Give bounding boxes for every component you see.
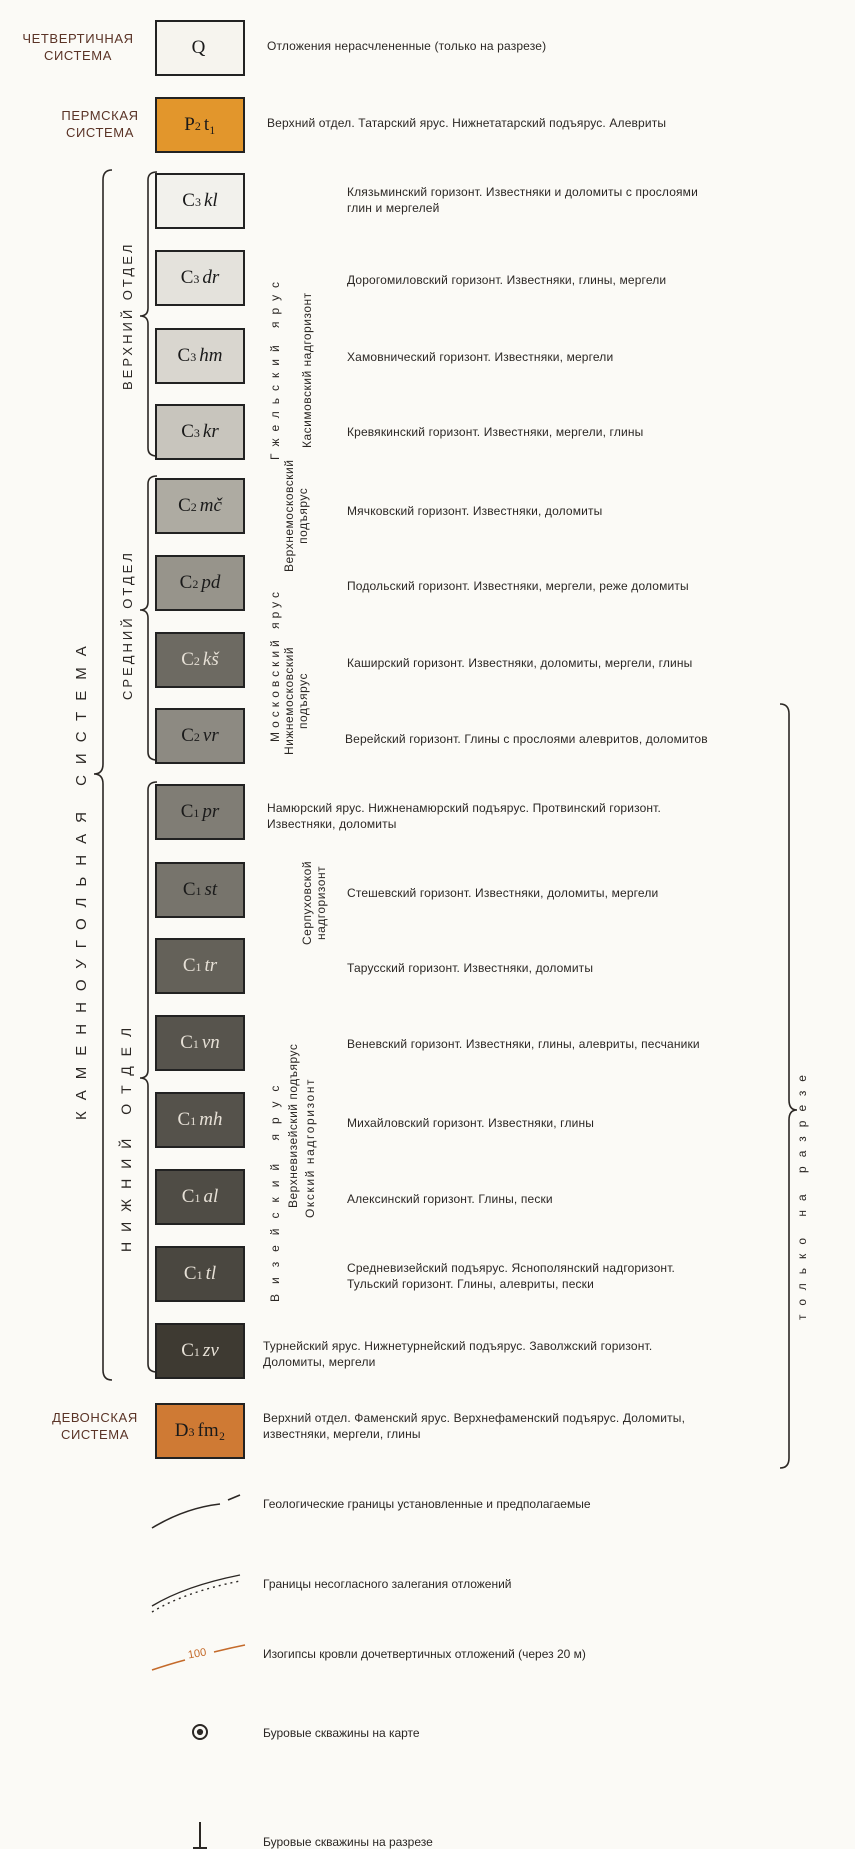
unit-description-line: Тарусский горизонт. Известняки, доломиты xyxy=(347,961,594,975)
unit-symbol-letter: C xyxy=(181,1186,195,1207)
unit-symbol-letter: C xyxy=(183,1263,197,1284)
unit-symbol-letter: C xyxy=(182,190,195,211)
unit-symbol-index: mč xyxy=(199,495,222,516)
unit-symbol-index: mh xyxy=(199,1109,223,1130)
unit-symbol-letter: D xyxy=(174,1420,189,1441)
boundary-line-icon xyxy=(152,1495,240,1528)
unit-symbol-letter: C xyxy=(180,1032,193,1053)
section-only-label: только на разрезе xyxy=(795,1066,809,1320)
stage-label-moscow: Московский ярус xyxy=(268,588,282,742)
unit-symbol-index: al xyxy=(203,1186,219,1207)
legend-text-borehole-section: Буровые скважины на разрезе xyxy=(263,1835,433,1849)
stage-label-gzhel: Гжельский ярус xyxy=(268,275,282,460)
unit-description-line: Турнейский ярус. Нижнетурнейский подъярус. Заволжский горизонт. xyxy=(263,1339,653,1353)
unit-symbol-letter: C xyxy=(181,725,194,746)
unit-description-line: Известняки, доломиты xyxy=(267,817,397,831)
unit-description-line: Намюрский ярус. Нижненамюрский подъярус. Протвинский горизонт. xyxy=(267,801,661,815)
stage-label-upper-visean: Верхневизейский подъярус xyxy=(286,1043,300,1208)
unit-symbol-letter: C xyxy=(182,879,196,900)
unit-symbol-series: 3 xyxy=(188,1425,195,1439)
system-label-permian: ПЕРМСКАЯ СИСТЕМА xyxy=(61,108,139,140)
unit-symbol-letter: C xyxy=(180,267,194,288)
system-label-quaternary: ЧЕТВЕРТИЧНАЯ СИСТЕМА xyxy=(22,31,134,63)
stage-label-visean: Визейский ярус xyxy=(268,1075,282,1302)
unit-symbol-index: kš xyxy=(202,649,219,670)
legend-text-isohypse: Изогипсы кровли дочетвертичных отложений (через 20 м) xyxy=(263,1647,586,1661)
unit-symbol-index: kl xyxy=(203,190,218,211)
borehole-section-icon xyxy=(193,1822,207,1848)
unit-symbol-index: tr xyxy=(204,955,218,976)
division-label-middle: СРЕДНИЙ ОТДЕЛ xyxy=(120,550,135,700)
unit-symbol-letter: C xyxy=(177,1109,191,1130)
legend-text-borehole-map: Буровые скважины на карте xyxy=(263,1726,420,1740)
stage-label-oka: Окский надгоризонт xyxy=(303,1077,317,1218)
unit-description-line: Верхний отдел. Фаменский ярус. Верхнефаменский подъярус. Доломиты, xyxy=(263,1411,686,1425)
system-label-devonian: ДЕВОНСКАЯ СИСТЕМА xyxy=(52,1410,138,1442)
unit-symbol-series: 2 xyxy=(193,654,200,668)
isohypse-label: 100 xyxy=(187,1646,208,1662)
unit-description-line: Верхний отдел. Татарский ярус. Нижнетатарский подъярус. Алевриты xyxy=(267,116,667,130)
unit-symbol-letter: C xyxy=(181,649,194,670)
stage-label-kasimov: Касимовский надгоризонт xyxy=(300,292,314,448)
unit-description-line: Доломиты, мергели xyxy=(263,1355,376,1369)
unit-symbol-letter: C xyxy=(179,572,193,593)
unit-symbol-series: 1 xyxy=(193,806,200,820)
unit-symbol-letter: C xyxy=(182,955,196,976)
unit-symbol-series: 3 xyxy=(190,350,197,364)
legend-text-boundaries: Геологические границы установленные и предполагаемые xyxy=(263,1497,591,1511)
unit-symbol-series: 2 xyxy=(194,119,201,133)
unit-description-line: Стешевский горизонт. Известняки, доломиты, мергели xyxy=(347,886,659,900)
unit-symbol-series: 1 xyxy=(192,1037,199,1051)
unit-description-line: Каширский горизонт. Известняки, доломиты, мергели, глины xyxy=(347,656,693,670)
unit-symbol-letter: C xyxy=(178,495,191,516)
unit-description-line: Отложения нерасчлененные (только на разрезе) xyxy=(267,39,547,53)
unit-description-line: Верейский горизонт. Глины с прослоями алевритов, доломитов xyxy=(345,732,708,746)
unit-symbol-series: 1 xyxy=(194,1191,201,1205)
unit-symbol-index: kr xyxy=(202,421,219,442)
unit-symbol-series: 1 xyxy=(195,960,202,974)
unit-description-line: Клязьминский горизонт. Известняки и доломиты с прослоями xyxy=(347,185,698,199)
unit-symbol-series: 3 xyxy=(194,195,201,209)
unit-description-line: Мячковский горизонт. Известняки, доломиты xyxy=(347,504,603,518)
unit-symbol-letter: P xyxy=(184,114,195,135)
unit-symbol-series: 2 xyxy=(192,577,199,591)
unit-symbol-letter: C xyxy=(177,345,191,366)
unit-symbol-index: pd xyxy=(201,572,221,593)
division-label-lower: НИЖНИЙ ОТДЕЛ xyxy=(118,1017,134,1252)
unit-symbol-letter: C xyxy=(180,801,194,822)
unit-symbol-series: 3 xyxy=(193,426,200,440)
stage-label-lower-moscow: Нижнемосковский подъярус xyxy=(282,646,310,755)
unit-symbol-index: dr xyxy=(202,267,220,288)
unit-description-line: Средневизейский подъярус. Яснополянский надгоризонт. xyxy=(347,1261,676,1275)
system-label-carboniferous: КАМЕННОУГОЛЬНАЯ СИСТЕМА xyxy=(73,635,90,1120)
stage-label-upper-moscow: Верхнемосковский подъярус xyxy=(282,459,310,572)
unit-symbol-index: vr xyxy=(202,725,219,746)
unconformity-line-icon xyxy=(152,1575,240,1612)
unit-symbol-series: 1 xyxy=(190,1114,197,1128)
unit-symbol-series: 2 xyxy=(193,730,200,744)
unit-symbol-index: zv xyxy=(202,1340,219,1361)
division-label-upper: ВЕРХНИЙ ОТДЕЛ xyxy=(120,241,135,390)
unit-description-line: известняки, мергели, глины xyxy=(263,1427,421,1441)
unit-symbol-letter: Q xyxy=(191,37,206,58)
unit-description-line: Кревякинский горизонт. Известняки, мергели, глины xyxy=(347,425,644,439)
unit-symbol-index: st xyxy=(204,879,218,900)
unit-description-line: Михайловский горизонт. Известняки, глины xyxy=(347,1116,595,1130)
unit-description-line: Подольский горизонт. Известняки, мергели, реже доломиты xyxy=(347,579,689,593)
unit-symbol-index: hm xyxy=(199,345,223,366)
unit-symbol-index: vn xyxy=(201,1032,220,1053)
unit-description-line: Дорогомиловский горизонт. Известняки, глины, мергели xyxy=(347,273,667,287)
stage-label-serpukhov: Серпуховской надгоризонт xyxy=(300,860,328,945)
unit-description-line: Хамовнический горизонт. Известняки, мергели xyxy=(347,350,614,364)
unit-symbol-series: 1 xyxy=(195,884,202,898)
unit-description-line: глин и мергелей xyxy=(347,201,440,215)
unit-symbol-index: tl xyxy=(205,1263,217,1284)
legend-text-unconformity: Границы несогласного залегания отложений xyxy=(263,1577,512,1591)
unit-symbol-series: 1 xyxy=(193,1345,200,1359)
unit-symbol-index: fm₂ xyxy=(197,1420,226,1441)
unit-symbol-index: pr xyxy=(202,801,220,822)
borehole-map-icon xyxy=(193,1725,207,1739)
unit-symbol-letter: C xyxy=(181,1340,194,1361)
unit-description-line: Алексинский горизонт. Глины, пески xyxy=(347,1192,553,1206)
unit-symbol-letter: C xyxy=(181,421,194,442)
unit-description-line: Тульский горизонт. Глины, алевриты, пески xyxy=(347,1277,594,1291)
unit-symbol-series: 3 xyxy=(193,272,200,286)
unit-description-line: Веневский горизонт. Известняки, глины, алевриты, песчаники xyxy=(347,1037,700,1051)
unit-symbol-series: 2 xyxy=(190,500,197,514)
unit-symbol-index: t₁ xyxy=(203,114,216,135)
unit-symbol-series: 1 xyxy=(196,1268,203,1282)
